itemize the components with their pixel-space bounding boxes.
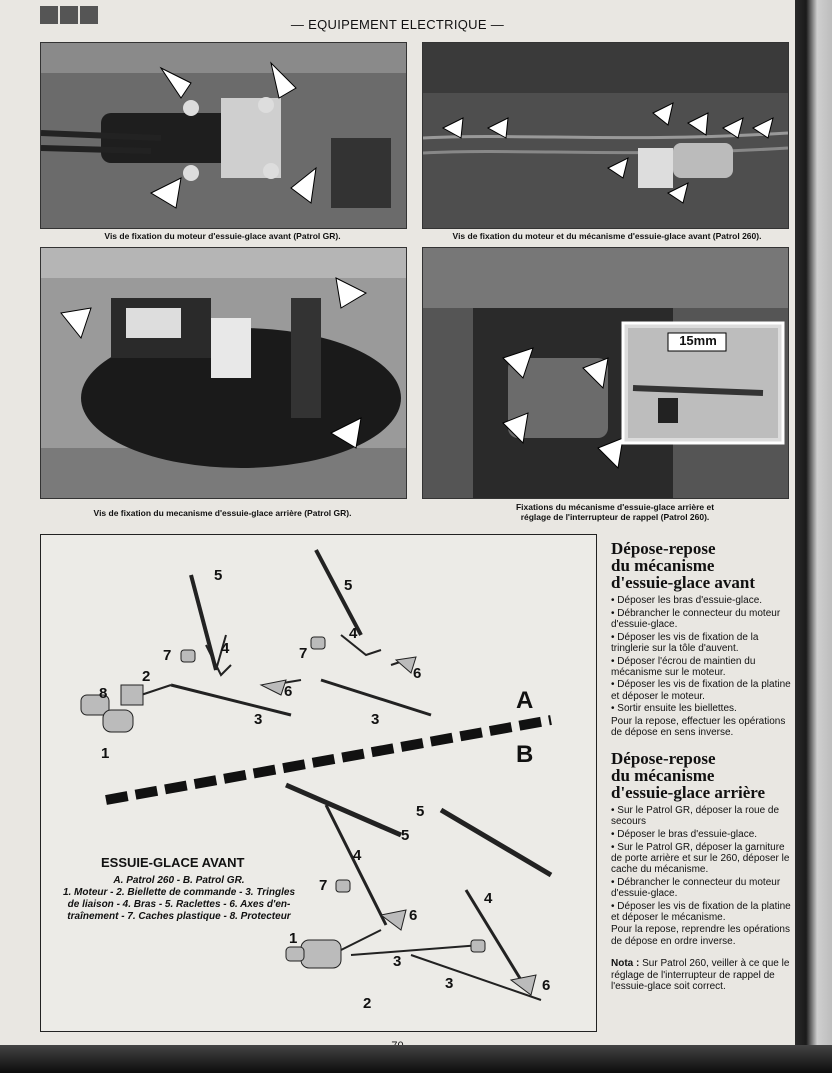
step-item: • Déposer les bras d'essuie-glace.	[611, 595, 791, 606]
step-item: • Sortir ensuite les biellettes.	[611, 703, 791, 714]
legend-line: 1. Moteur - 2. Biellette de commande - 3. Tringles	[62, 887, 296, 898]
section-title-line: du mécanisme	[611, 556, 715, 575]
variant-label-a: A	[516, 687, 534, 714]
part-number-label: 5	[416, 803, 425, 820]
part-number-label: 4	[221, 640, 230, 657]
photo-caption-line: Fixations du mécanisme d'essuie-glace arrière et	[515, 502, 715, 512]
nota-paragraph	[611, 958, 791, 992]
step-item: • Déposer les vis de fixation de la tringlerie sur la tôle d'auvent.	[611, 632, 791, 654]
legend-line: A. Patrol 260 - B. Patrol GR.	[113, 875, 245, 886]
photo-front-wiper-motor-gr	[40, 42, 407, 229]
part-number-label: 3	[445, 975, 454, 992]
adjacent-page-edge	[795, 0, 832, 1073]
section-title-line: Dépose-repose	[611, 748, 716, 768]
part-number-label: 4	[349, 625, 358, 642]
part-number-label: 5	[344, 577, 353, 594]
part-number-label: 5	[214, 567, 223, 584]
part-number-label: 7	[299, 645, 308, 662]
section-title-rear	[611, 750, 791, 801]
step-item: • Déposer le bras d'essuie-glace.	[611, 829, 791, 840]
part-number-label: 7	[319, 877, 328, 894]
nota-text: Sur Patrol 260, veiller à ce que le réglage de l'interrupteur de rappel de l'essuie-glace soit correct.	[611, 958, 790, 992]
photo-front-wiper-mechanism-260	[422, 42, 789, 229]
part-number-label: 4	[353, 847, 362, 864]
diagram-legend	[59, 875, 299, 923]
part-number-label: 3	[393, 953, 402, 970]
part-number-label: 1	[289, 930, 298, 947]
step-item: • Sur le Patrol GR, déposer la roue de secours	[611, 805, 791, 827]
part-number-label: 6	[284, 683, 293, 700]
repose-note: Pour la repose, reprendre les opérations de dépose en ordre inverse.	[611, 924, 790, 947]
photo-caption	[470, 502, 760, 522]
part-number-label: 1	[101, 745, 110, 762]
wiper-exploded-diagram	[40, 534, 597, 1032]
part-number-label: 2	[363, 995, 372, 1012]
section-title-line: d'essuie-glace avant	[611, 573, 756, 592]
photo-rear-wiper-mechanism-gr	[40, 247, 407, 499]
step-item: • Sur le Patrol GR, déposer la garniture de porte arrière et sur le 260, déposer le cache du mécanisme.	[611, 842, 791, 876]
part-number-label: 5	[401, 827, 410, 844]
step-item: • Déposer les vis de fixation de la platine et déposer le moteur.	[611, 679, 791, 701]
section-title-line: du mécanisme	[611, 765, 715, 785]
legend-line: traînement - 7. Caches plastique - 8. Protecteur	[67, 911, 291, 922]
part-number-label: 3	[254, 711, 263, 728]
instructions-column	[611, 540, 791, 993]
repose-note: Pour la repose, effectuer les opérations de dépose en sens inverse.	[611, 716, 786, 739]
part-number-label: 2	[142, 668, 151, 685]
scan-bottom-shadow	[0, 1045, 832, 1073]
nota-label: Nota :	[611, 958, 640, 970]
part-number-label: 8	[99, 685, 108, 702]
variant-label-b: B	[516, 741, 534, 768]
photo-caption: Vis de fixation du moteur d'essuie-glace avant (Patrol GR).	[104, 231, 341, 241]
legend-line: de liaison - 4. Bras - 5. Raclettes - 6. Axes d'en-	[67, 899, 291, 910]
section-title-line: Dépose-repose	[611, 539, 716, 558]
section-title-line: d'essuie-glace arrière	[611, 782, 766, 802]
step-item: • Déposer les vis de fixation de la platine et déposer le mécanisme.	[611, 901, 791, 923]
photo-rear-wiper-mechanism-260	[422, 247, 789, 499]
photo-caption: Vis de fixation du mecanisme d'essuie-glace arrière (Patrol GR).	[93, 508, 352, 518]
chapter-header: — EQUIPEMENT ELECTRIQUE —	[290, 17, 505, 32]
step-item: • Débrancher le connecteur du moteur d'essuie-glace.	[611, 608, 791, 630]
section-title-front	[611, 540, 791, 591]
photo-caption-line: réglage de l'interrupteur de rappel (Patrol 260).	[520, 512, 710, 522]
step-item: • Débrancher le connecteur du moteur d'essuie-glace.	[611, 877, 791, 899]
part-number-label: 6	[542, 977, 551, 994]
part-number-label: 6	[409, 907, 418, 924]
step-item: • Déposer l'écrou de maintien du mécanisme sur le moteur.	[611, 656, 791, 678]
part-number-label: 4	[484, 890, 493, 907]
part-number-label: 7	[163, 647, 172, 664]
photo-caption: Vis de fixation du moteur et du mécanisme d'essuie-glace avant (Patrol 260).	[452, 231, 762, 241]
inset-measurement-label: 15mm	[679, 333, 717, 348]
part-number-label: 3	[371, 711, 380, 728]
diagram-title: ESSUIE-GLACE AVANT	[101, 855, 245, 870]
part-number-label: 6	[413, 665, 422, 682]
